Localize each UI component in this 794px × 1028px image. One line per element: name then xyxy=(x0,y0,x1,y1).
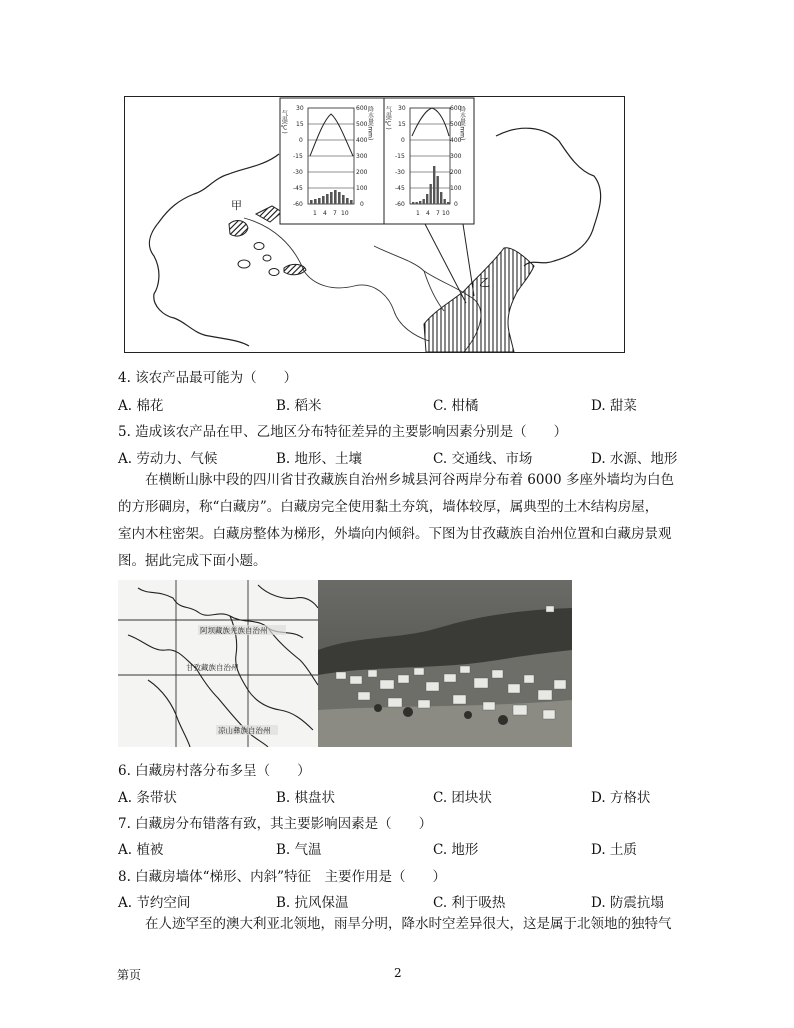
white-tibetan-house-photo xyxy=(318,580,572,747)
svg-text:400: 400 xyxy=(450,137,462,144)
passage1-line4: 图。据此完成下面小题。 xyxy=(118,553,267,569)
svg-text:0: 0 xyxy=(454,201,458,208)
svg-text:15: 15 xyxy=(398,121,406,128)
svg-text:100: 100 xyxy=(356,185,368,192)
svg-text:-45: -45 xyxy=(395,185,405,192)
svg-text:4: 4 xyxy=(426,210,430,217)
footer-page-label: 第页 xyxy=(117,968,142,982)
svg-text:300: 300 xyxy=(356,153,368,160)
svg-text:400: 400 xyxy=(356,137,368,144)
question-8-stem: 8. 白藏房墙体“梯形、内斜”特征 主要作用是（ ） xyxy=(118,869,446,885)
label-aba: 阿坝藏族羌族自治州 xyxy=(200,626,268,635)
svg-text:-15: -15 xyxy=(395,153,405,160)
svg-text:-15: -15 xyxy=(293,153,303,160)
svg-text:0: 0 xyxy=(360,201,364,208)
q6-option-c[interactable]: C. 团块状 xyxy=(433,790,492,806)
svg-text:500: 500 xyxy=(356,121,368,128)
svg-text:-30: -30 xyxy=(293,169,303,176)
svg-text:7: 7 xyxy=(333,210,337,217)
question-5-stem: 5. 造成该农产品在甲、乙地区分布特征差异的主要影响因素分别是（ ） xyxy=(118,424,568,440)
label-liangshan: 凉山彝族自治州 xyxy=(218,726,271,735)
q6-option-a[interactable]: A. 条带状 xyxy=(118,790,177,806)
question-4-stem: 4. 该农产品最可能为（ ） xyxy=(118,370,298,386)
q5-option-a[interactable]: A. 劳动力、气候 xyxy=(118,451,218,467)
q5-option-d[interactable]: D. 水源、地形 xyxy=(591,451,678,467)
q8-option-b[interactable]: B. 抗风保温 xyxy=(276,895,349,911)
svg-text:200: 200 xyxy=(450,169,462,176)
ganzi-location-map xyxy=(118,580,318,747)
svg-text:600: 600 xyxy=(356,105,368,112)
label-jia: 甲 xyxy=(231,199,242,212)
svg-text:15: 15 xyxy=(296,121,304,128)
left-precip-axis-title: 降水量(mm) xyxy=(366,106,374,141)
svg-text:300: 300 xyxy=(450,153,462,160)
svg-text:10: 10 xyxy=(341,210,349,217)
svg-text:-60: -60 xyxy=(395,201,405,208)
q7-option-b[interactable]: B. 气温 xyxy=(276,842,322,858)
q4-option-a[interactable]: A. 棉花 xyxy=(118,398,164,414)
svg-text:1: 1 xyxy=(313,210,317,217)
svg-text:7: 7 xyxy=(436,210,440,217)
q8-option-c[interactable]: C. 利于吸热 xyxy=(433,895,506,911)
svg-text:10: 10 xyxy=(442,210,450,217)
passage-australia-northern-territory xyxy=(118,911,678,938)
q5-option-c[interactable]: C. 交通线、市场 xyxy=(433,451,533,467)
q5-option-b[interactable]: B. 地形、土壤 xyxy=(276,451,363,467)
q8-option-a[interactable]: A. 节约空间 xyxy=(118,895,191,911)
label-yi: 乙 xyxy=(479,276,490,289)
passage1-line3: 室内木柱密架。白藏房整体为梯形，外墙向内倾斜。下图为甘孜藏族自治州位置和白藏房景观 xyxy=(118,526,672,542)
q7-option-d[interactable]: D. 土质 xyxy=(591,842,637,858)
passage-white-tibetan-houses xyxy=(118,467,678,575)
region-jia-hatch-2 xyxy=(229,221,248,236)
passage1-line2: 的方形碉房，称“白藏房”。白藏房完全使用黏土夯筑，墙体较厚，属典型的土木结构房屋， xyxy=(118,499,659,515)
footer-page-number: 2 xyxy=(394,966,402,980)
right-temp-axis-title: 气温(℃) xyxy=(384,106,392,130)
left-temp-axis-title: 气温(℃) xyxy=(280,110,288,134)
q4-option-c[interactable]: C. 柑橘 xyxy=(433,398,479,414)
question-7-stem: 7. 白藏房分布错落有致，其主要影响因素是（ ） xyxy=(118,816,433,832)
svg-text:4: 4 xyxy=(323,210,327,217)
q4-option-b[interactable]: B. 稻米 xyxy=(276,398,322,414)
svg-text:600: 600 xyxy=(450,105,462,112)
passage1-line1: 在横断山脉中段的四川省甘孜藏族自治州乡城县河谷两岸分布着 6000 多座外墙均为白色 xyxy=(145,472,674,488)
passage2-line1: 在人迹罕至的澳大利亚北领地，雨旱分明，降水时空差异很大，这是属于北领地的独特气 xyxy=(145,916,672,932)
svg-text:0: 0 xyxy=(299,137,303,144)
china-map-figure xyxy=(124,96,625,353)
question-6-stem: 6. 白藏房村落分布多呈（ ） xyxy=(118,763,311,779)
svg-text:-45: -45 xyxy=(293,185,303,192)
right-precip-axis-title: 降水量(mm) xyxy=(458,106,466,141)
svg-text:-60: -60 xyxy=(293,201,303,208)
q6-option-b[interactable]: B. 棋盘状 xyxy=(276,790,336,806)
q8-option-d[interactable]: D. 防震抗塌 xyxy=(591,895,664,911)
svg-text:30: 30 xyxy=(398,105,406,112)
q7-option-a[interactable]: A. 植被 xyxy=(118,842,164,858)
svg-text:200: 200 xyxy=(356,169,368,176)
svg-text:30: 30 xyxy=(296,105,304,112)
q4-option-d[interactable]: D. 甜菜 xyxy=(591,398,637,414)
svg-text:-30: -30 xyxy=(395,169,405,176)
svg-text:1: 1 xyxy=(416,210,420,217)
q7-option-c[interactable]: C. 地形 xyxy=(433,842,479,858)
svg-text:100: 100 xyxy=(450,185,462,192)
svg-text:0: 0 xyxy=(401,137,405,144)
svg-text:500: 500 xyxy=(450,121,462,128)
q6-option-d[interactable]: D. 方格状 xyxy=(591,790,651,806)
label-ganzi: 甘孜藏族自治州 xyxy=(186,663,239,672)
